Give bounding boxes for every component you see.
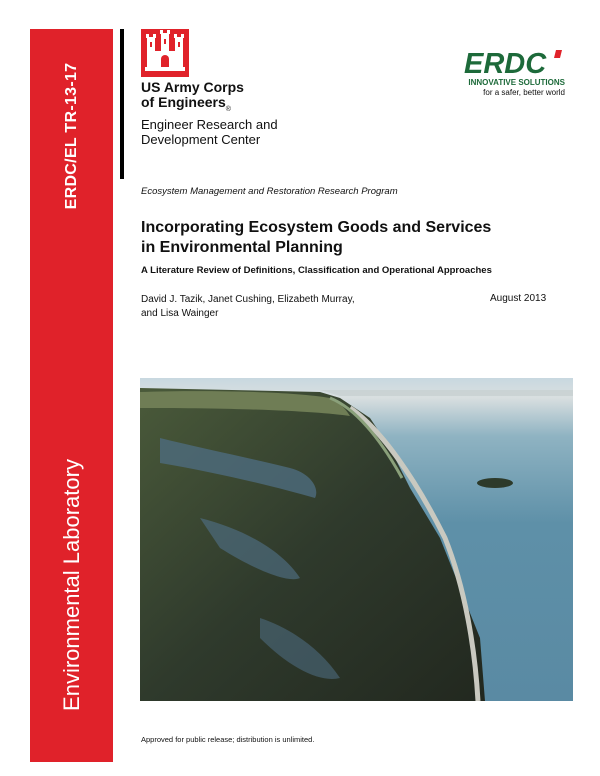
divider-line: [120, 29, 124, 179]
title-line2: in Environmental Planning: [141, 239, 343, 256]
erdc-logo-text: ERDC: [464, 48, 547, 78]
registered-mark: ®: [225, 105, 231, 113]
erdc-tagline1: INNOVATIVE SOLUTIONS: [468, 78, 565, 87]
erdc-tagline: [462, 78, 565, 98]
usace-name-block: [141, 80, 278, 147]
authors: [141, 293, 401, 321]
center-line2: Development Center: [141, 131, 261, 147]
lab-name: Environmental Laboratory: [59, 459, 84, 711]
title-line1: Incorporating Ecosystem Goods and Services: [141, 219, 492, 236]
usace-castle-logo: [141, 29, 189, 77]
release-statement: Approved for public release; distribution is unlimited.: [141, 735, 315, 744]
center-line1: Engineer Research and: [141, 116, 278, 132]
usace-name-line2: of Engineers: [141, 94, 226, 110]
cover-photo-coastline: [140, 378, 573, 701]
report-subtitle: A Literature Review of Definitions, Classification and Operational Approaches: [141, 265, 492, 276]
program-name: Ecosystem Management and Restoration Research Program: [141, 186, 398, 197]
erdc-tagline2: for a safer, better world: [483, 88, 565, 97]
usace-name-line1: US Army Corps: [141, 79, 244, 95]
authors-line2: and Lisa Wainger: [141, 308, 219, 319]
report-date: August 2013: [490, 293, 547, 304]
report-title: [141, 218, 581, 258]
authors-line1: David J. Tazik, Janet Cushing, Elizabeth Murray,: [141, 294, 355, 305]
report-number: ERDC/EL TR-13-17: [63, 62, 80, 210]
